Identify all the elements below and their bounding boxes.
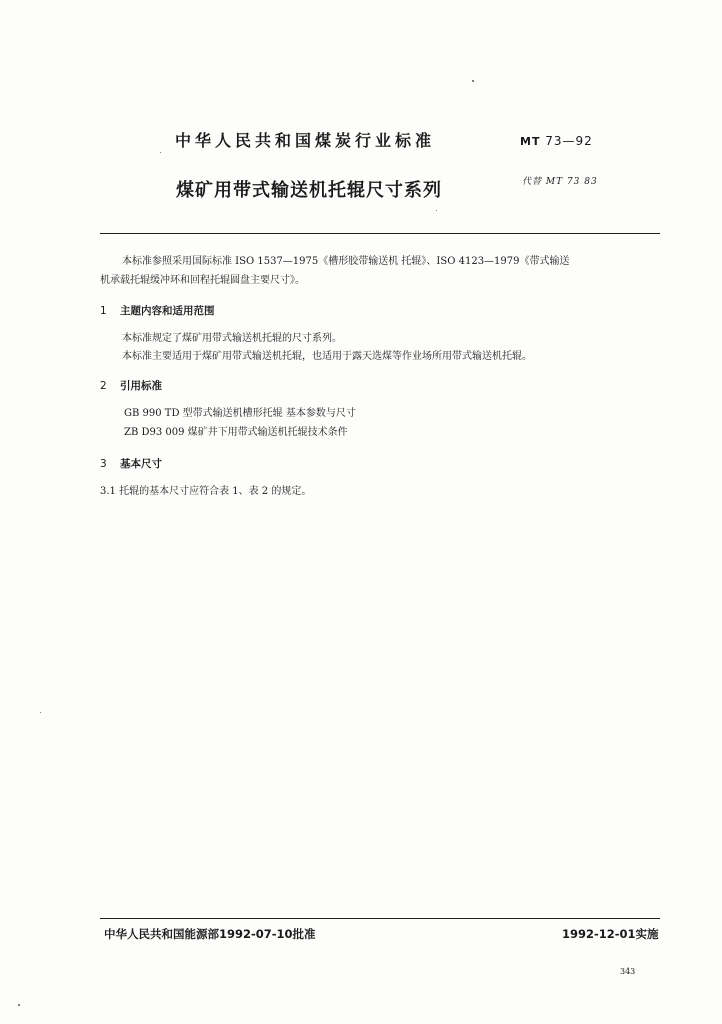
document-title: 煤矿用带式输送机托辊尺寸系列 bbox=[176, 180, 442, 201]
industry-standard-heading: 中华人民共和国煤炭行业标准 bbox=[175, 131, 436, 150]
page-number: 343 bbox=[620, 967, 636, 976]
replaces-note: 代替 MT 73 83 bbox=[522, 177, 598, 187]
section-title: 基本尺寸 bbox=[120, 458, 162, 470]
section-title: 引用标准 bbox=[120, 380, 162, 392]
section-number: 2 bbox=[100, 380, 107, 392]
standard-number-value: 73—92 bbox=[545, 134, 593, 148]
intro-line-1: 本标准参照采用国际标准 ISO 1537—1975《槽形胶带输送机 托辊》、ISO 4123—1979《带式输送 bbox=[122, 256, 570, 267]
section-1-line-1: 本标准规定了煤矿用带式输送机托辊的尺寸系列。 bbox=[122, 333, 342, 344]
section-2-heading bbox=[100, 378, 162, 393]
header-divider bbox=[100, 233, 660, 234]
section-2-line-1: GB 990 TD 型带式输送机槽形托辊 基本参数与尺寸 bbox=[124, 408, 356, 419]
section-number: 1 bbox=[100, 305, 107, 317]
footer-divider bbox=[100, 918, 660, 919]
scan-speck bbox=[160, 152, 161, 153]
intro-line-2: 机承载托辊缓冲环和回程托辊圆盘主要尺寸》。 bbox=[100, 275, 305, 286]
scan-speck bbox=[436, 210, 437, 211]
approval-statement: 中华人民共和国能源部1992-07-10批准 bbox=[104, 927, 316, 941]
section-3-heading bbox=[100, 456, 162, 471]
implementation-date: 1992-12-01实施 bbox=[562, 927, 659, 941]
section-2-line-2: ZB D93 009 煤矿井下用带式输送机托辊技术条件 bbox=[124, 427, 348, 438]
standard-code: MT bbox=[520, 135, 541, 148]
scan-speck bbox=[18, 1004, 20, 1006]
scan-speck bbox=[40, 712, 41, 713]
section-title: 主题内容和适用范围 bbox=[120, 305, 215, 317]
scan-speck bbox=[472, 80, 474, 82]
section-1-line-2: 本标准主要适用于煤矿用带式输送机托辊，也适用于露天选煤等作业场所用带式输送机托辊。 bbox=[122, 351, 532, 362]
standard-number bbox=[520, 134, 593, 148]
section-1-heading bbox=[100, 303, 215, 318]
clause-3-1: 3.1 托辊的基本尺寸应符合表 1、表 2 的规定。 bbox=[100, 486, 312, 497]
section-number: 3 bbox=[100, 458, 107, 470]
